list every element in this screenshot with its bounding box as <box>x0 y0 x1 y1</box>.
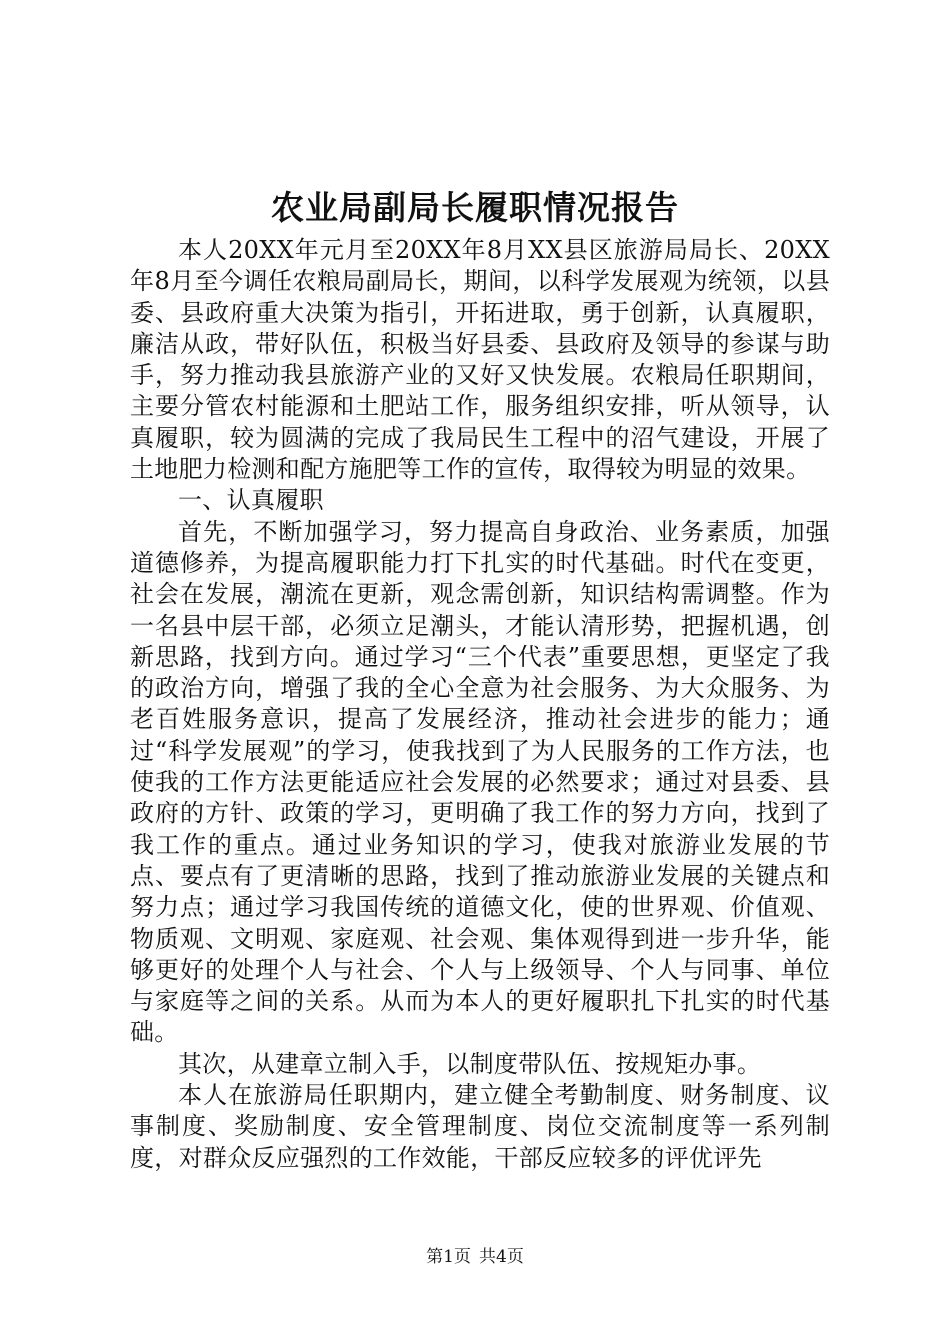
section-heading: 一、认真履职 <box>178 486 324 515</box>
document-title: 农业局副局长履职情况报告 <box>271 188 679 227</box>
document-body <box>130 235 830 1174</box>
body-paragraph: 首先，不断加强学习，努力提高自身政治、业务素质，加强道德修养，为提高履职能力打下扎实的时代基础。时代在变更，社会在发展，潮流在更新，观念需创新，知识结构需调整。作为一名县中层干部，必须立足潮头，才能认清形势，把握机遇，创新思路，找到方向。通过学习“三个代表”重要思想，更坚定了我的政治方向，增强了我的全心全意为社会服务、为大众服务、为老百姓服务意识，提高了发展经济，推动社会进步的能力；通过“科学发展观”的学习，使我找到了为人民服务的工作方法，也使我的工作方法更能适应社会发展的必然要求；通过对县委、县政府的方针、政策的学习，更明确了我工作的努力方向，找到了我工作的重点。通过业务知识的学习，使我对旅游业发展的节点、要点有了更清晰的思路，找到了推动旅游业发展的关键点和努力点；通过学习我国传统的道德文化，使的世界观、价值观、物质观、文明观、家庭观、社会观、集体观得到进一步升华，能够更好的处理个人与社会、个人与上级领导、个人与同事、单位与家庭等之间的关系。从而为本人的更好履职扎下扎实的时代基础。 <box>130 517 830 1047</box>
page-total: 共4页 <box>479 1247 524 1267</box>
body-paragraph: 本人在旅游局任职期内，建立健全考勤制度、财务制度、议事制度、奖励制度、安全管理制度、岗位交流制度等一系列制度，对群众反应强烈的工作效能，干部反应较多的评优评先 <box>130 1081 830 1172</box>
body-paragraph: 其次，从建章立制入手，以制度带队伍、按规矩办事。 <box>178 1049 762 1078</box>
page-footer <box>0 1245 950 1269</box>
intro-paragraph: 本人20XX年元月至20XX年8月XX县区旅游局局长、20XX年8月至今调任农粮局副局长，期间，以科学发展观为统领，以县委、县政府重大决策为指引，开拓进取，勇于创新，认真履职，廉洁从政，带好队伍，积极当好县委、县政府及领导的参谋与助手，努力推动我县旅游产业的又好又快发展。农粮局任职期间，主要分管农村能源和土肥站工作，服务组织安排，听从领导，认真履职，较为圆满的完成了我局民生工程中的沼气建设，开展了土地肥力检测和配方施肥等工作的宣传，取得较为明显的效果。 <box>130 236 830 484</box>
page-number: 第1页 <box>426 1247 471 1267</box>
